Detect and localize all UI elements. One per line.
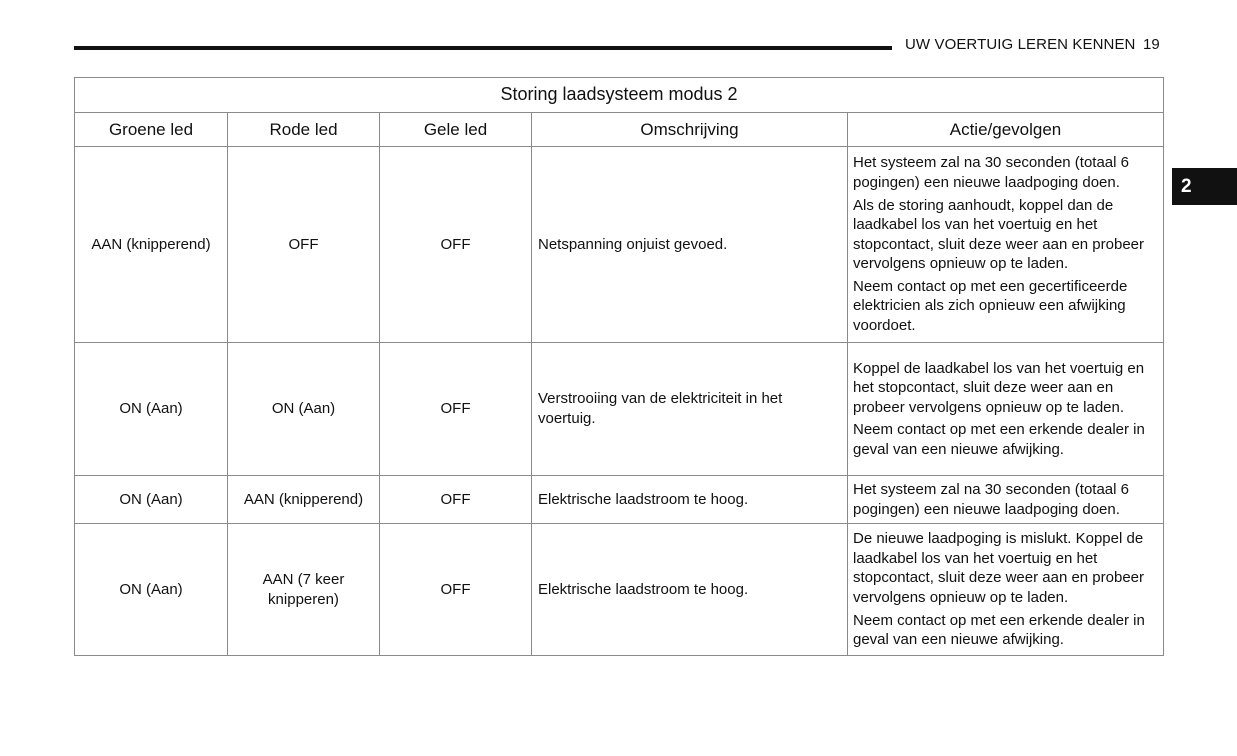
actie-cell xyxy=(848,524,1164,656)
rode-led-cell: OFF xyxy=(228,147,380,343)
rode-led-cell: ON (Aan) xyxy=(228,343,380,476)
charging-fault-table xyxy=(74,77,1164,656)
header-rule xyxy=(74,46,892,50)
table-title: Storing laadsysteem modus 2 xyxy=(75,78,1164,113)
column-header-omschrijving: Omschrijving xyxy=(532,113,848,147)
actie-cell xyxy=(848,343,1164,476)
gele-led-cell: OFF xyxy=(380,343,532,476)
omschrijving-cell: Netspanning onjuist gevoed. xyxy=(532,147,848,343)
gele-led-cell: OFF xyxy=(380,147,532,343)
table-row xyxy=(75,524,1164,656)
page-number: 19 xyxy=(1143,36,1160,53)
groene-led-cell: ON (Aan) xyxy=(75,343,228,476)
gele-led-cell: OFF xyxy=(380,524,532,656)
actie-paragraph: De nieuwe laadpoging is mislukt. Koppel de laadkabel los van het voertuig en het stopcontact, sluit deze weer aan en probeer vervolgens opnieuw op te laden. xyxy=(853,530,1145,606)
actie-paragraph: Het systeem zal na 30 seconden (totaal 6 pogingen) een nieuwe laadpoging doen. xyxy=(853,480,1129,518)
omschrijving-cell: Verstrooiing van de elektriciteit in het voertuig. xyxy=(532,343,848,476)
groene-led-cell: AAN (knipperend) xyxy=(75,147,228,343)
groene-led-cell: ON (Aan) xyxy=(75,524,228,656)
actie-paragraph: Neem contact op met een erkende dealer in geval van een nieuwe afwijking. xyxy=(853,611,1145,649)
chapter-tab: 2 xyxy=(1172,168,1237,205)
actie-paragraph: Neem contact op met een gecertificeerde elektricien als zich opnieuw een afwijking voordoet. xyxy=(853,277,1128,335)
omschrijving-cell: Elektrische laadstroom te hoog. xyxy=(532,476,848,524)
actie-cell xyxy=(848,147,1164,343)
rode-led-cell: AAN (7 keer knipperen) xyxy=(228,524,380,656)
actie-paragraph: Koppel de laadkabel los van het voertuig en het stopcontact, sluit deze weer aan en probeer vervolgens opnieuw op te laden. xyxy=(853,359,1145,416)
column-header-groene-led: Groene led xyxy=(75,113,228,147)
table-row xyxy=(75,147,1164,343)
groene-led-cell: ON (Aan) xyxy=(75,476,228,524)
column-header-actie-gevolgen: Actie/gevolgen xyxy=(848,113,1164,147)
header-section-title: UW VOERTUIG LEREN KENNEN xyxy=(905,36,1136,53)
column-header-rode-led: Rode led xyxy=(228,113,380,147)
rode-led-cell: AAN (knipperend) xyxy=(228,476,380,524)
table-row xyxy=(75,476,1164,524)
table-row xyxy=(75,343,1164,476)
gele-led-cell: OFF xyxy=(380,476,532,524)
actie-paragraph: Het systeem zal na 30 seconden (totaal 6 pogingen) een nieuwe laadpoging doen. xyxy=(853,154,1129,191)
column-header-gele-led: Gele led xyxy=(380,113,532,147)
actie-cell xyxy=(848,476,1164,524)
actie-paragraph: Als de storing aanhoudt, koppel dan de laadkabel los van het voertuig en het stopcontact, sluit deze weer aan en probeer vervolgens opnieuw op te laden. xyxy=(853,196,1145,273)
omschrijving-cell: Elektrische laadstroom te hoog. xyxy=(532,524,848,656)
actie-paragraph: Neem contact op met een erkende dealer in geval van een nieuwe afwijking. xyxy=(853,421,1145,458)
